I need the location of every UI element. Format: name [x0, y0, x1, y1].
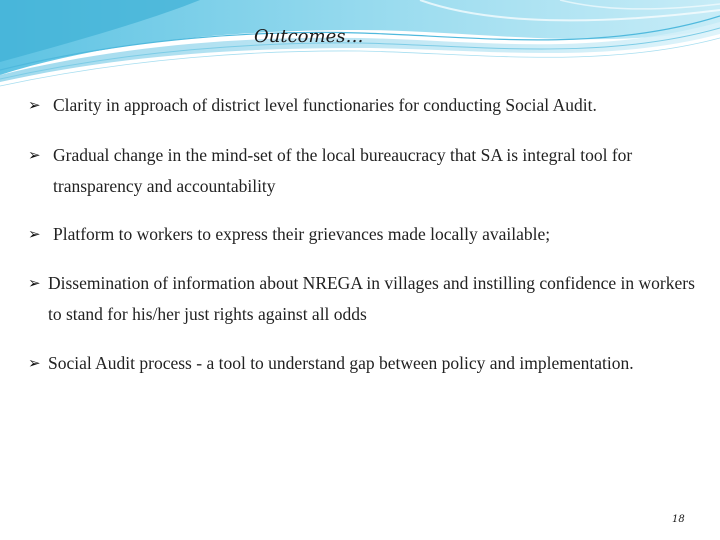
bullet-text: Gradual change in the mind-set of the local bureaucracy that SA is integral tool for transparency and accountability — [53, 145, 633, 196]
slide-title: Outcomes… — [254, 26, 364, 47]
bullet-text: Dissemination of information about NREGA in villages and instilling confidence in workers to stand for his/her just rights against all odds — [48, 273, 695, 324]
bullet-text: Clarity in approach of district level functionaries for conducting Social Audit. — [53, 95, 597, 115]
list-item — [28, 348, 708, 379]
list-item — [28, 219, 708, 250]
arrow-bullet-icon: ➢ — [28, 96, 41, 114]
arrow-bullet-icon: ➢ — [28, 225, 41, 243]
arrow-bullet-icon: ➢ — [28, 354, 41, 372]
list-item — [28, 268, 708, 330]
page-number: 18 — [672, 514, 685, 525]
bullet-text: Social Audit process - a tool to understand gap between policy and implementation. — [48, 353, 634, 373]
arrow-bullet-icon: ➢ — [28, 274, 41, 292]
arrow-bullet-icon: ➢ — [28, 146, 41, 164]
list-item — [28, 90, 708, 121]
list-item — [28, 140, 708, 202]
bullet-text: Platform to workers to express their grievances made locally available; — [53, 224, 551, 244]
